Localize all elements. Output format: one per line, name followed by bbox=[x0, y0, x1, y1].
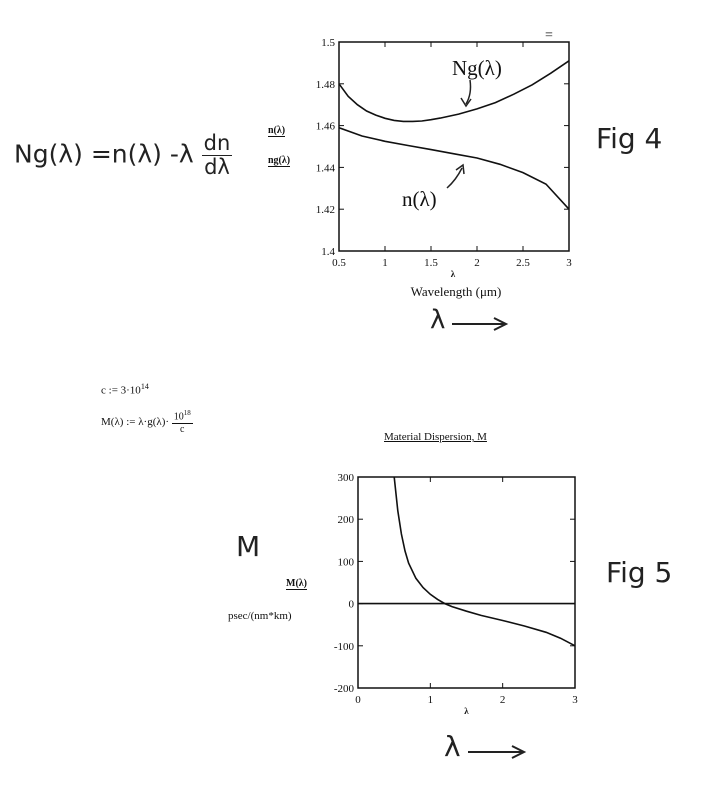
m-definition-num-exp: 18 bbox=[183, 409, 191, 417]
y-tick-label: 1.46 bbox=[315, 120, 335, 133]
x-tick-label: 2.5 bbox=[516, 257, 530, 269]
fig4-top-mark: = bbox=[545, 28, 553, 43]
x-tick-label: 2 bbox=[499, 694, 506, 706]
m-definition-text: M(λ) := λ·g(λ)· bbox=[101, 416, 170, 429]
fig5-ylabel-m: M(λ) bbox=[286, 578, 308, 589]
x-variable-label: λ bbox=[450, 269, 456, 279]
y-tick-label: 0 bbox=[348, 598, 354, 611]
equation-rhs-lambda: -λ bbox=[169, 139, 194, 169]
m-definition-den: c bbox=[180, 424, 185, 436]
y-tick-label: 200 bbox=[337, 514, 354, 527]
equation-frac-den: dλ bbox=[204, 155, 230, 179]
fig5-handwritten-m: M bbox=[236, 530, 261, 563]
plot-frame bbox=[358, 477, 575, 688]
fig5-label: Fig 5 bbox=[606, 556, 673, 589]
fig4-label: Fig 4 bbox=[596, 122, 663, 155]
x-tick-label: 1 bbox=[427, 694, 434, 706]
c-definition-text: c := 3·10 bbox=[101, 384, 141, 397]
y-tick-label: 1.42 bbox=[315, 204, 335, 217]
ng-annotation: Ng(λ) bbox=[452, 56, 502, 80]
x-tick-label: 3 bbox=[572, 694, 578, 706]
equation-frac-num: dn bbox=[203, 131, 231, 155]
fig5-title: Material Dispersion, M bbox=[384, 431, 487, 443]
fig5-lambda-label: λ bbox=[444, 730, 461, 763]
x-tick-label: 3 bbox=[566, 257, 572, 269]
m-definition-num-base: 10 bbox=[173, 411, 184, 423]
y-tick-label: -100 bbox=[333, 640, 354, 653]
x-tick-label: 1.5 bbox=[424, 257, 438, 269]
series-line-m bbox=[394, 477, 575, 646]
y-tick-label: 100 bbox=[337, 556, 354, 569]
fig4-ylabel-n: n(λ) bbox=[268, 125, 286, 136]
y-tick-label: 1.44 bbox=[315, 162, 335, 175]
y-tick-label: 1.5 bbox=[321, 37, 335, 49]
x-tick-label: 2 bbox=[474, 257, 480, 269]
x-tick-label: 1 bbox=[382, 257, 388, 269]
y-tick-label: 1.4 bbox=[321, 246, 335, 258]
n-annotation: n(λ) bbox=[402, 187, 437, 211]
equation-lhs: Ng(λ) bbox=[14, 139, 83, 169]
x-tick-label: 0 bbox=[355, 694, 361, 706]
fig5-ylabel-units: psec/(nm*km) bbox=[228, 610, 292, 622]
c-definition-exp: 14 bbox=[140, 382, 149, 391]
fig4-lambda-label: λ bbox=[430, 305, 446, 335]
x-variable-label: λ bbox=[464, 706, 469, 716]
y-tick-label: 1.48 bbox=[315, 78, 335, 91]
y-tick-label: 300 bbox=[337, 472, 354, 484]
x-tick-label: 0.5 bbox=[332, 257, 346, 269]
equation-rhs-n: =n(λ) bbox=[90, 139, 162, 169]
y-tick-label: -200 bbox=[333, 683, 354, 695]
fig4-ylabel-ng: ng(λ) bbox=[268, 155, 291, 166]
x-axis-label: Wavelength (μm) bbox=[410, 284, 502, 299]
